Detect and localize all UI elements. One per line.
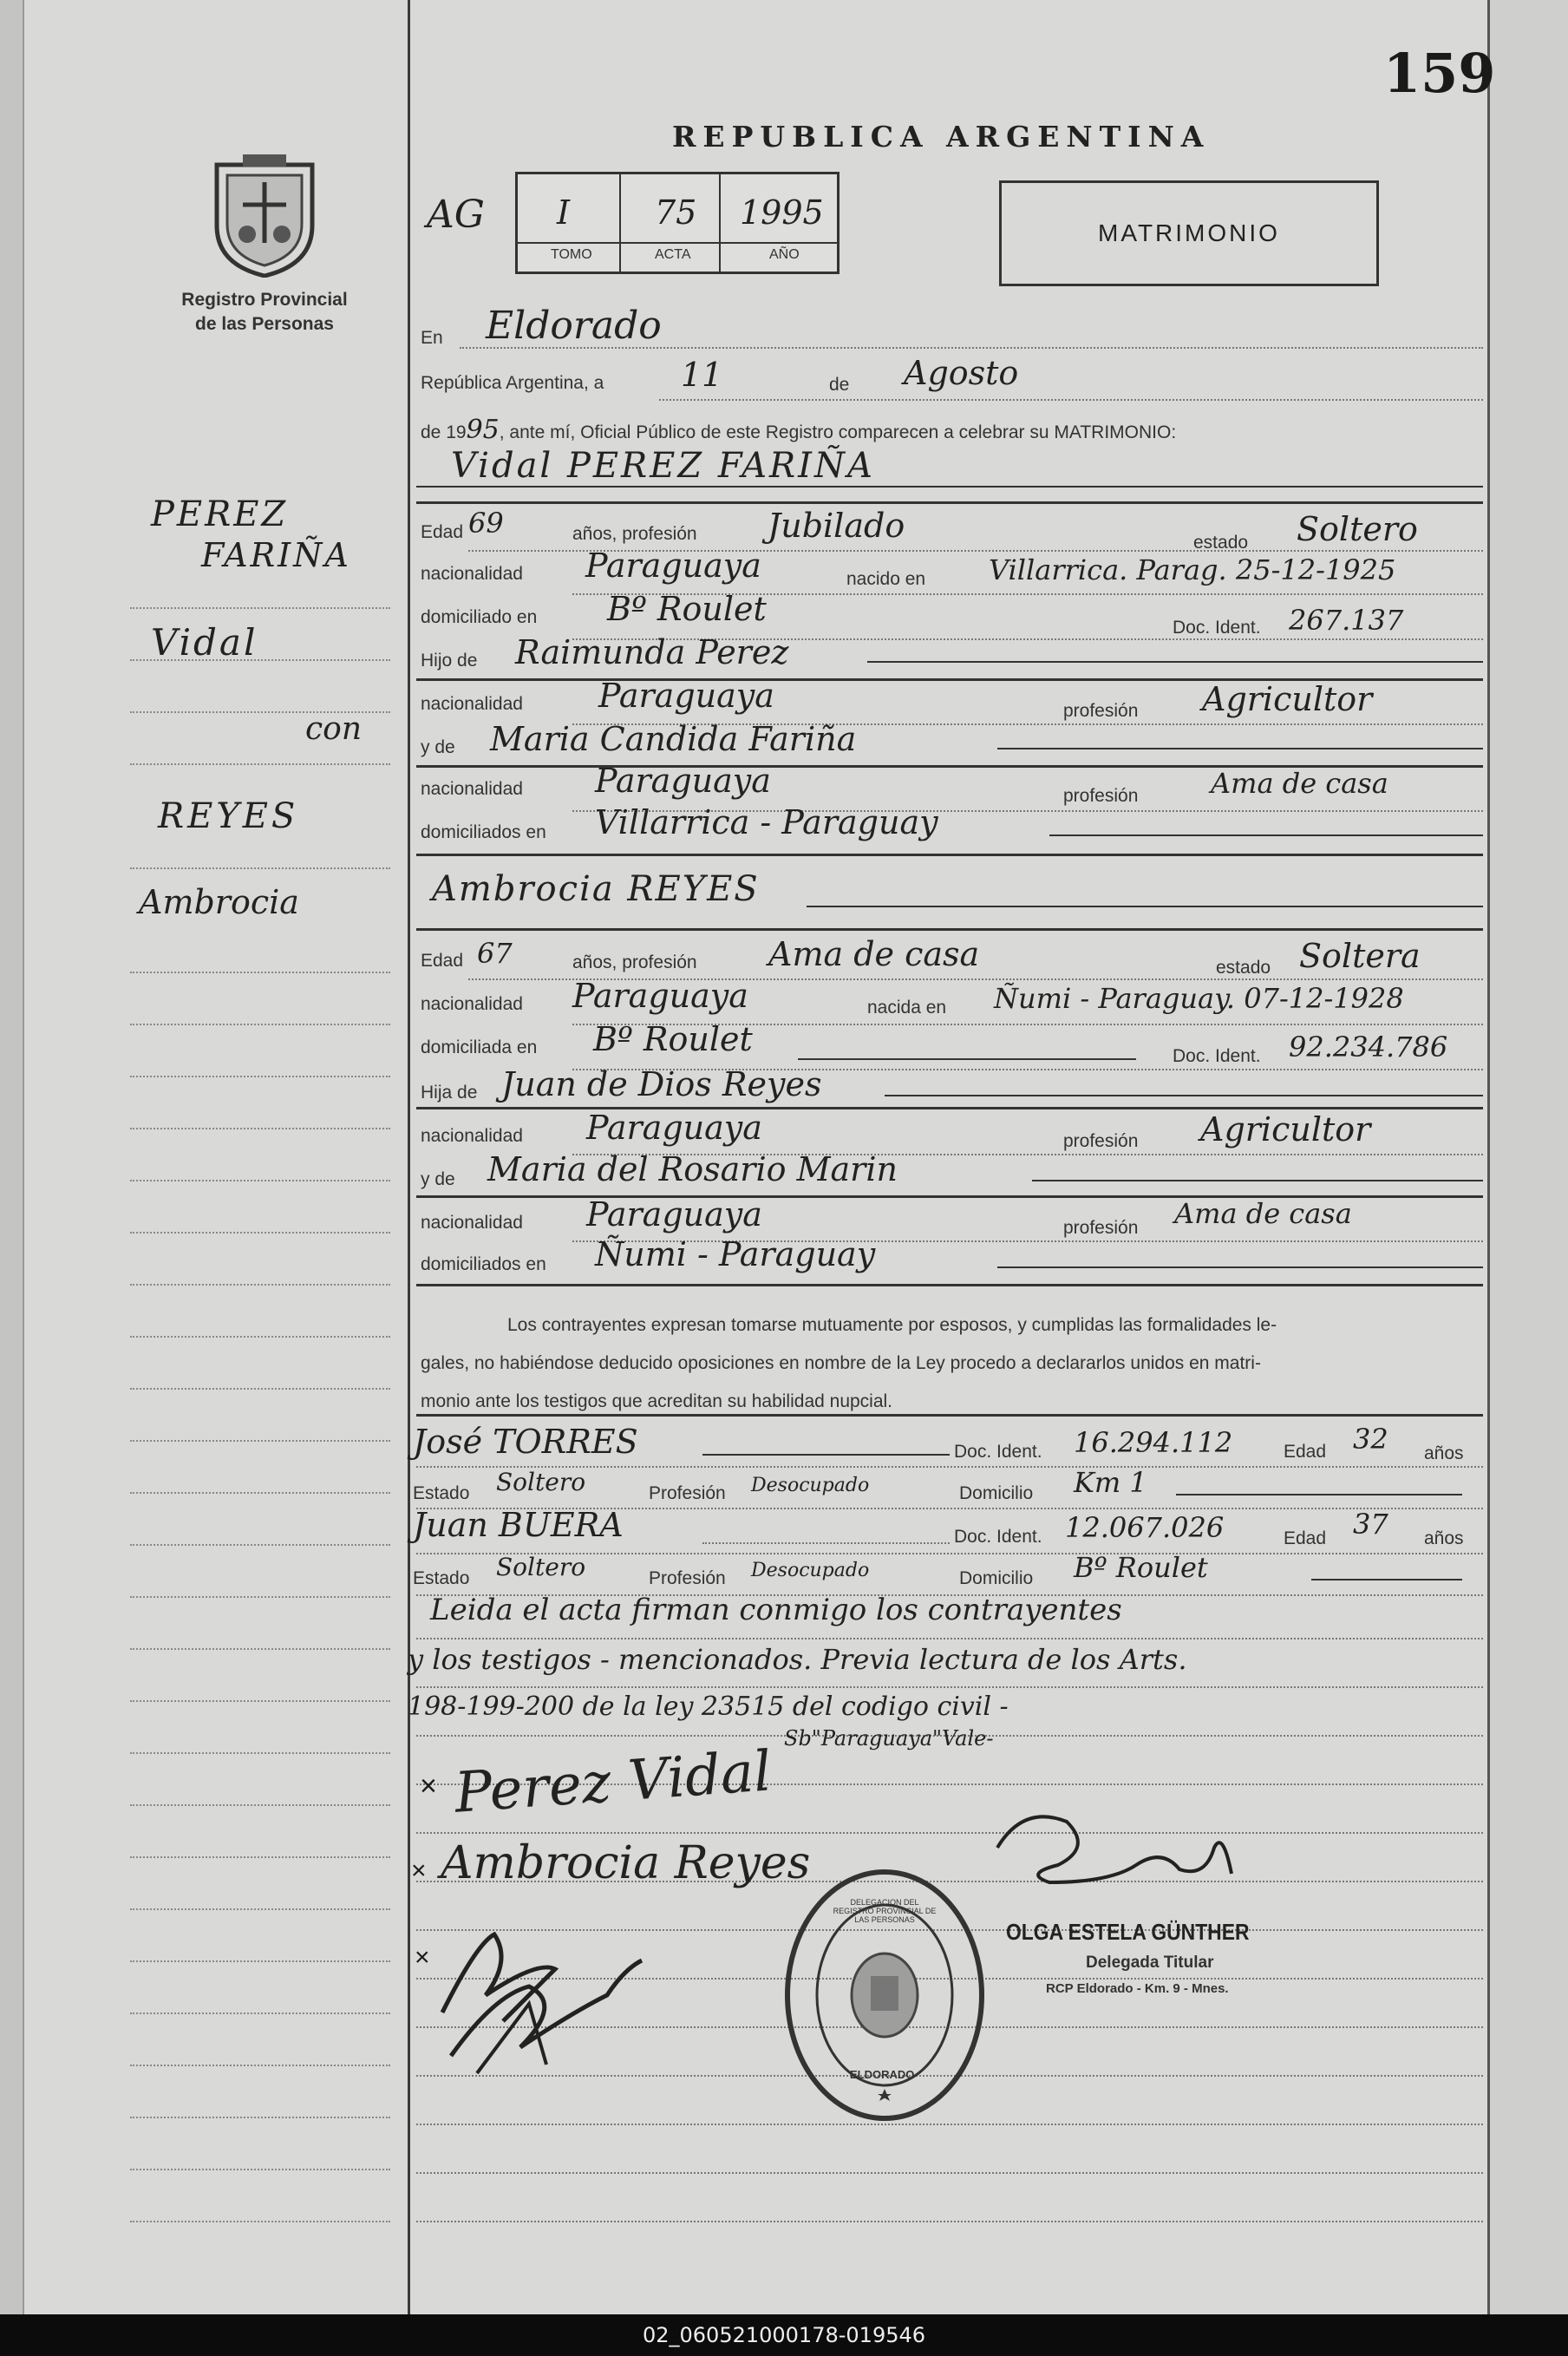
bride-birthplace-label: nacida en <box>867 998 947 1018</box>
groom-mother-label: y de <box>421 737 455 757</box>
margin-connector: con <box>305 711 363 747</box>
signature-mark-x: × <box>411 1856 427 1885</box>
bride-profession: Ama de casa <box>768 935 980 973</box>
witness-2-doc: 12.067.026 <box>1065 1511 1225 1544</box>
ano-label: AÑO <box>769 247 800 262</box>
note-line-3: 198-199-200 de la ley 23515 del codigo civil - <box>408 1692 1009 1722</box>
record-type-box <box>999 180 1379 286</box>
groom-signature: Perez Vidal <box>452 1739 774 1826</box>
month-value: Agosto <box>904 354 1019 392</box>
bride-nationality: Paraguaya <box>572 977 748 1015</box>
clerk-initials: AG <box>427 193 485 237</box>
groom-mother-profession-label: profesión <box>1063 786 1139 806</box>
groom-address: Bº Roulet <box>607 590 767 628</box>
groom-age-label: Edad <box>421 522 464 542</box>
witness-2-age: 37 <box>1353 1508 1388 1541</box>
page-edge <box>0 0 24 2314</box>
year-value: 95 <box>466 415 500 445</box>
margin-groom-given: Vidal <box>151 621 258 664</box>
day-value: 11 <box>681 356 723 394</box>
page-edge-right <box>1487 0 1568 2314</box>
bride-age-label: Edad <box>421 951 464 971</box>
groom-father-label: Hijo de <box>421 651 478 671</box>
groom-mother-nationality-label: nacionalidad <box>421 779 523 799</box>
record-number-box <box>515 172 840 274</box>
groom-mother-profession: Ama de casa <box>1211 767 1388 800</box>
bride-mother-nationality-label: nacionalidad <box>421 1213 523 1233</box>
witness-1-profession-label: Profesión <box>649 1483 726 1503</box>
witness-2-address: Bº Roulet <box>1074 1551 1208 1584</box>
bride-parents-address: Ñumi - Paraguay <box>595 1235 876 1273</box>
country-title: REPUBLICA ARGENTINA <box>672 120 1211 154</box>
groom-profession: Jubilado <box>768 507 905 545</box>
officer-signature <box>989 1796 1258 1900</box>
margin-divider <box>408 0 410 2314</box>
groom-mother-nationality: Paraguaya <box>595 762 771 800</box>
witness-signatures <box>425 1908 668 2082</box>
bride-address-label: domiciliada en <box>421 1037 538 1057</box>
witness-2-years-label: años <box>1424 1528 1464 1548</box>
bride-status: Soltera <box>1299 937 1421 975</box>
groom-nationality-label: nacionalidad <box>421 564 523 584</box>
margin-groom-surname-2: FARIÑA <box>201 536 351 574</box>
bride-name: Ambrocia REYES <box>432 869 760 909</box>
groom-status: Soltero <box>1297 510 1418 548</box>
groom-doc: 267.137 <box>1289 604 1404 637</box>
bride-father-profession-label: profesión <box>1063 1131 1139 1151</box>
page-number: 159 <box>1383 42 1496 105</box>
declaration-line: monio ante los testigos que acreditan su habilidad nupcial. <box>421 1391 893 1411</box>
bride-mother: Maria del Rosario Marin <box>487 1150 898 1188</box>
groom-mother: Maria Candida Fariña <box>490 720 857 758</box>
witness-2-doc-label: Doc. Ident. <box>954 1527 1042 1547</box>
groom-profession-label: años, profesión <box>572 524 697 544</box>
bride-parents-address-label: domiciliados en <box>421 1254 546 1274</box>
groom-address-label: domiciliado en <box>421 607 538 627</box>
groom-parents-address: Villarrica - Paraguay <box>595 803 938 841</box>
bride-father-nationality: Paraguaya <box>586 1109 762 1147</box>
witness-2-name: Juan BUERA <box>413 1506 624 1544</box>
en-label: En <box>421 328 443 348</box>
margin-bride-given: Ambrocia <box>139 883 299 921</box>
tomo-value: I <box>557 193 571 232</box>
witness-2-status-label: Estado <box>413 1568 470 1588</box>
margin-groom-surname-1: PEREZ <box>151 494 289 534</box>
bride-mother-profession-label: profesión <box>1063 1218 1139 1238</box>
year-label: de 1995, ante mí, Oficial Público de este Registro comparecen a celebrar su MATRIMONIO: <box>421 415 1177 445</box>
witness-1-age-label: Edad <box>1284 1442 1327 1462</box>
acta-label: ACTA <box>655 247 691 262</box>
registry-emblem <box>208 147 321 278</box>
declaration-line: gales, no habiéndose deducido oposiciones en nombre de la Ley procedo a declararlos unidos en matri- <box>421 1353 1261 1373</box>
witness-2-profession-label: Profesión <box>649 1568 726 1588</box>
declaration-line: Los contrayentes expresan tomarse mutuamente por esposos, y cumplidas las formalidades le- <box>507 1315 1277 1335</box>
groom-birthplace-label: nacido en <box>846 569 926 589</box>
bride-father-label: Hija de <box>421 1083 478 1103</box>
groom-parents-address-label: domiciliados en <box>421 822 546 842</box>
witness-2-status: Soltero <box>496 1553 586 1581</box>
witness-2-address-label: Domicilio <box>959 1568 1034 1588</box>
groom-father-nationality-label: nacionalidad <box>421 694 523 714</box>
registry-name: Registro Provincial de las Personas <box>181 290 348 334</box>
signature-mark-x: × <box>420 1770 437 1803</box>
officer-office: RCP Eldorado - Km. 9 - Mnes. <box>1046 1981 1229 1996</box>
margin-bride-surname: REYES <box>158 796 299 836</box>
note-line-1: Leida el acta firman conmigo los contrayentes <box>430 1593 1122 1627</box>
bride-father-profession: Agricultor <box>1200 1110 1371 1149</box>
groom-name: Vidal PEREZ FARIÑA <box>451 446 875 486</box>
groom-status-label: estado <box>1193 533 1249 553</box>
witness-1-profession: Desocupado <box>751 1475 870 1496</box>
bride-nationality-label: nacionalidad <box>421 994 523 1014</box>
bride-mother-nationality: Paraguaya <box>586 1195 762 1234</box>
bride-father: Juan de Dios Reyes <box>501 1065 822 1103</box>
groom-father: Raimunda Perez <box>515 633 789 671</box>
stamp-text: DELEGACION DEL REGISTRO PROVINCIAL DE LAS PERSONAS <box>833 1898 937 1924</box>
bride-address: Bº Roulet <box>593 1020 753 1058</box>
witness-2-age-label: Edad <box>1284 1528 1327 1548</box>
bride-age: 67 <box>477 937 513 970</box>
ano-value: 1995 <box>740 193 824 232</box>
acta-value: 75 <box>655 193 697 232</box>
bride-status-label: estado <box>1216 958 1271 978</box>
groom-father-profession: Agricultor <box>1202 680 1373 718</box>
stamp-city: ELDORADO <box>850 2068 915 2081</box>
groom-nationality: Paraguaya <box>585 546 761 585</box>
bride-mother-label: y de <box>421 1169 455 1189</box>
signature-mark-x: × <box>415 1943 430 1972</box>
officer-title: Delegada Titular <box>1086 1954 1214 1972</box>
scan-identifier: 02_060521000178-019546 <box>0 2314 1568 2356</box>
de-label: de <box>829 375 850 395</box>
bride-doc-label: Doc. Ident. <box>1173 1046 1261 1066</box>
witness-1-address-label: Domicilio <box>959 1483 1034 1503</box>
groom-father-profession-label: profesión <box>1063 701 1139 721</box>
bride-father-nationality-label: nacionalidad <box>421 1126 523 1146</box>
witness-1-doc: 16.294.112 <box>1074 1426 1233 1459</box>
place-value: Eldorado <box>486 304 662 348</box>
groom-age: 69 <box>468 507 504 540</box>
record-type: MATRIMONIO <box>1098 219 1280 246</box>
witness-1-status: Soltero <box>496 1468 586 1496</box>
witness-1-status-label: Estado <box>413 1483 470 1503</box>
witness-1-years-label: años <box>1424 1443 1464 1463</box>
tomo-label: TOMO <box>551 247 592 262</box>
note-line-2: y los testigos - mencionados. Previa lectura de los Arts. <box>408 1643 1187 1676</box>
officer-name: OLGA ESTELA GÜNTHER <box>1006 1919 1250 1945</box>
bride-doc: 92.234.786 <box>1289 1031 1448 1063</box>
bride-birthplace: Ñumi - Paraguay. 07-12-1928 <box>994 982 1404 1015</box>
witness-2-profession: Desocupado <box>751 1560 870 1581</box>
witness-1-age: 32 <box>1353 1423 1388 1456</box>
witness-1-name: José TORRES <box>413 1423 638 1461</box>
declaration <box>421 1306 1277 1421</box>
bride-profession-label: años, profesión <box>572 952 697 972</box>
note-line-4: Sb"Paraguaya"Vale- <box>784 1726 994 1751</box>
groom-father-nationality: Paraguaya <box>598 677 774 715</box>
bride-signature: Ambrocia Reyes <box>441 1837 811 1889</box>
groom-birthplace: Villarrica. Parag. 25-12-1925 <box>989 553 1396 586</box>
witness-1-address: Km 1 <box>1074 1466 1147 1499</box>
bride-mother-profession: Ama de casa <box>1174 1197 1352 1230</box>
witness-1-doc-label: Doc. Ident. <box>954 1442 1042 1462</box>
groom-doc-label: Doc. Ident. <box>1173 618 1261 638</box>
republica-label: República Argentina, a <box>421 373 604 393</box>
